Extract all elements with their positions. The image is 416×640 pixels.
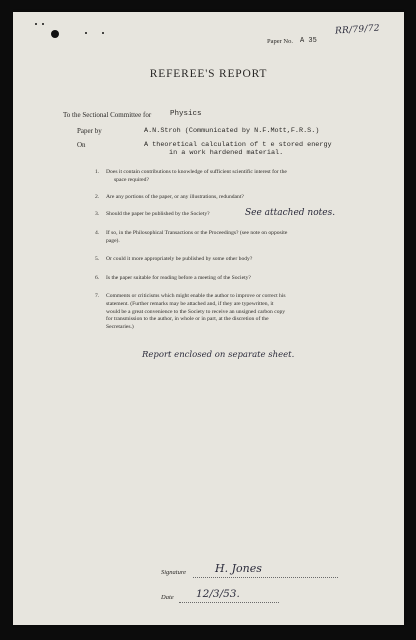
date-value: 12/3/53. bbox=[196, 588, 240, 600]
paper-title-line-2: in a work hardened material. bbox=[169, 149, 284, 157]
paper-number-value: A 35 bbox=[300, 37, 317, 45]
punch-hole bbox=[51, 30, 59, 38]
referee-report-form: RR/79/72 Paper No. A 35 REFEREE'S REPORT To the Sectional Committee for Physics Paper by A.N.Stroh (Communicated by N.F.Mott,F.R.S.) On A theoretical calculation of t e stored energy in a work hardened material. 1. Does it contain contributions to knowledge of sufficient scientific interest for the space required? 2. Are any portions of the paper, or any illustrations, redundant? 3. Should the paper be published by the Society? See attached notes. 4. If so, in the Philosophical Transactions or the Proceedings? (see note on opposite page). 5. Or could it more appropriately be published by some other body? 6. Is the paper suitable for reading before a meeting of the Society? 7. Comments or criticisms which might enable the author to improve or correct his statement. (Further remarks may be attached and, if they are typewritten, it would be a great convenience to the Society to receive an unsigned carbon copy for transmission to the author, in whole or in part, at the discretion of the Secretaries.) Report enclosed on separate sheet. Signature H. Jones Date 12/3/53. bbox=[13, 12, 404, 625]
paper-by-value: A.N.Stroh (Communicated by N.F.Mott,F.R.S.) bbox=[144, 127, 320, 135]
date-label: Date bbox=[161, 594, 174, 601]
date-line bbox=[179, 602, 279, 603]
page-title: REFEREE'S REPORT bbox=[149, 68, 268, 80]
signature-value: H. Jones bbox=[215, 562, 262, 575]
punch-mark bbox=[85, 32, 87, 34]
paper-on-label: On bbox=[77, 141, 86, 149]
committee-label: To the Sectional Committee for bbox=[63, 111, 152, 119]
committee-value: Physics bbox=[170, 110, 202, 118]
archive-reference: RR/79/72 bbox=[334, 23, 381, 37]
handwritten-note: Report enclosed on separate sheet. bbox=[142, 350, 295, 360]
paper-by-label: Paper by bbox=[77, 127, 102, 135]
paper-title-line-1: A theoretical calculation of t e stored energy bbox=[144, 141, 332, 149]
punch-mark bbox=[102, 32, 104, 34]
punch-mark bbox=[35, 23, 37, 25]
signature-label: Signature bbox=[161, 569, 187, 576]
question-3-answer: See attached notes. bbox=[245, 208, 336, 218]
paper-number-label: Paper No. bbox=[267, 38, 293, 45]
signature-line bbox=[193, 577, 338, 578]
punch-mark bbox=[42, 23, 44, 25]
